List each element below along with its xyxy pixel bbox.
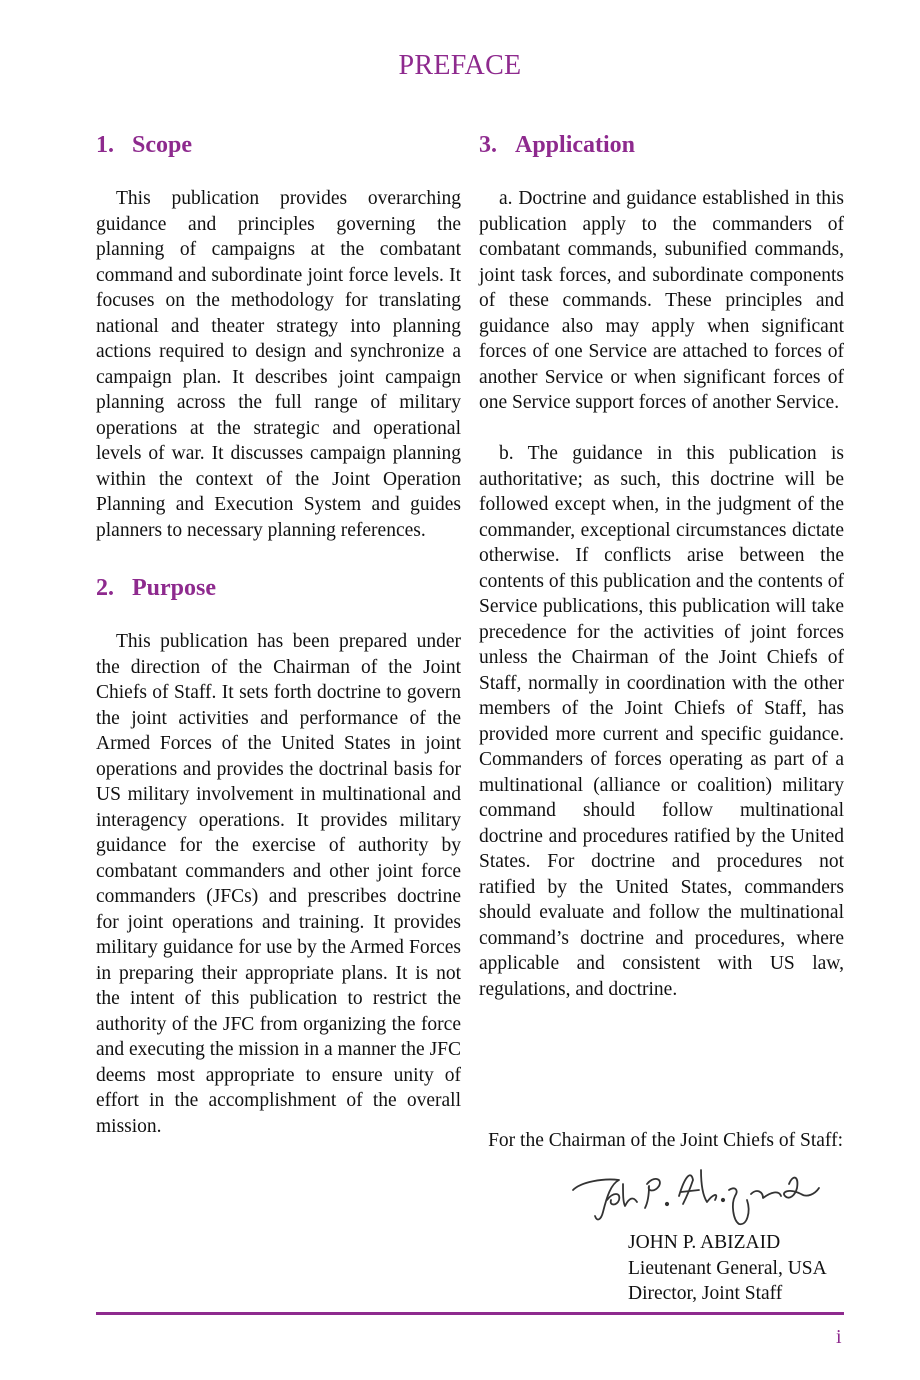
signature-for-line: For the Chairman of the Joint Chiefs of Staff: xyxy=(488,1130,843,1151)
purpose-title: Purpose xyxy=(132,575,216,601)
right-column xyxy=(479,128,844,1002)
signatory-details xyxy=(628,1230,827,1307)
page-number: i xyxy=(836,1326,842,1348)
application-number: 3. xyxy=(479,132,497,158)
application-title: Application xyxy=(515,132,636,158)
application-paragraph-a: a. Doctrine and guidance established in this publication apply to the commanders of combatant commands, subunified commands, joint task forces, and subordinate components of these commands. These principles and guidance also may apply when significant forces of one Service are attached to forces of another Service or when significant forces of one Service support forces of another Service. xyxy=(479,188,844,413)
scope-heading xyxy=(96,128,461,162)
footer-rule xyxy=(96,1312,844,1315)
signatory-name: JOHN P. ABIZAID xyxy=(628,1232,781,1253)
signature-block xyxy=(481,1128,843,1304)
scope-number: 1. xyxy=(96,132,114,158)
page-title: PREFACE xyxy=(398,50,522,81)
purpose-number: 2. xyxy=(96,575,114,601)
purpose-paragraph: This publication has been prepared under the direction of the Chairman of the Joint Chiefs of Staff. It sets forth doctrine to govern the joint activities and performance of the Armed Forces of the United States in joint operations and provides the doctrinal basis for US military involvement in multinational and interagency operations. It provides military guidance for the exercise of authority by combatant commanders and other joint force commanders (JFCs) and prescribes doctrine for joint operations and training. It provides military guidance for use by the Armed Forces in preparing their appropriate plans. It is not the intent of this publication to restrict the authority of the JFC from organizing the force and executing the mission in a manner the JFC deems most appropriate to ensure unity of effort in the accomplishment of the overall mission. xyxy=(96,631,462,1137)
application-heading xyxy=(479,128,844,162)
signatory-rank: Lieutenant General, USA xyxy=(628,1257,827,1279)
handwritten-signature xyxy=(567,1160,827,1230)
scope-title: Scope xyxy=(132,132,192,158)
left-column xyxy=(96,128,461,1139)
purpose-heading xyxy=(96,571,461,605)
application-paragraph-b: b. The guidance in this publication is authoritative; as such, this doctrine will be followed except when, in the judgment of the commander, exceptional circumstances dictate otherwise. If conflicts arise between the contents of this publication and the contents of Service publications, this publication will take precedence for the activities of joint forces unless the Chairman of the Joint Chiefs of Staff, normally in coordination with the other members of the Joint Chiefs of Staff, has provided more current and specific guidance. Commanders of forces operating as part of a multinational (alliance or coalition) military command should follow multinational doctrine and procedures ratified by the United States. For doctrine and procedures not ratified by the United States, commanders should evaluate and follow the multinational command’s doctrine and procedures, where applicable and consistent with US law, regulations, and doctrine. xyxy=(479,443,844,1000)
signatory-title: Director, Joint Staff xyxy=(628,1283,783,1304)
scope-paragraph: This publication provides overarching guidance and principles governing the planning of campaigns at the combatant command and subordinate joint force levels. It focuses on the methodology for translating national and theater strategy into planning actions required to design and synchronize a campaign plan. It describes joint campaign planning across the full range of military operations at the strategic and operational levels of war. It discusses campaign planning within the context of the Joint Operation Planning and Execution System and guides planners to necessary planning references. xyxy=(96,188,461,541)
